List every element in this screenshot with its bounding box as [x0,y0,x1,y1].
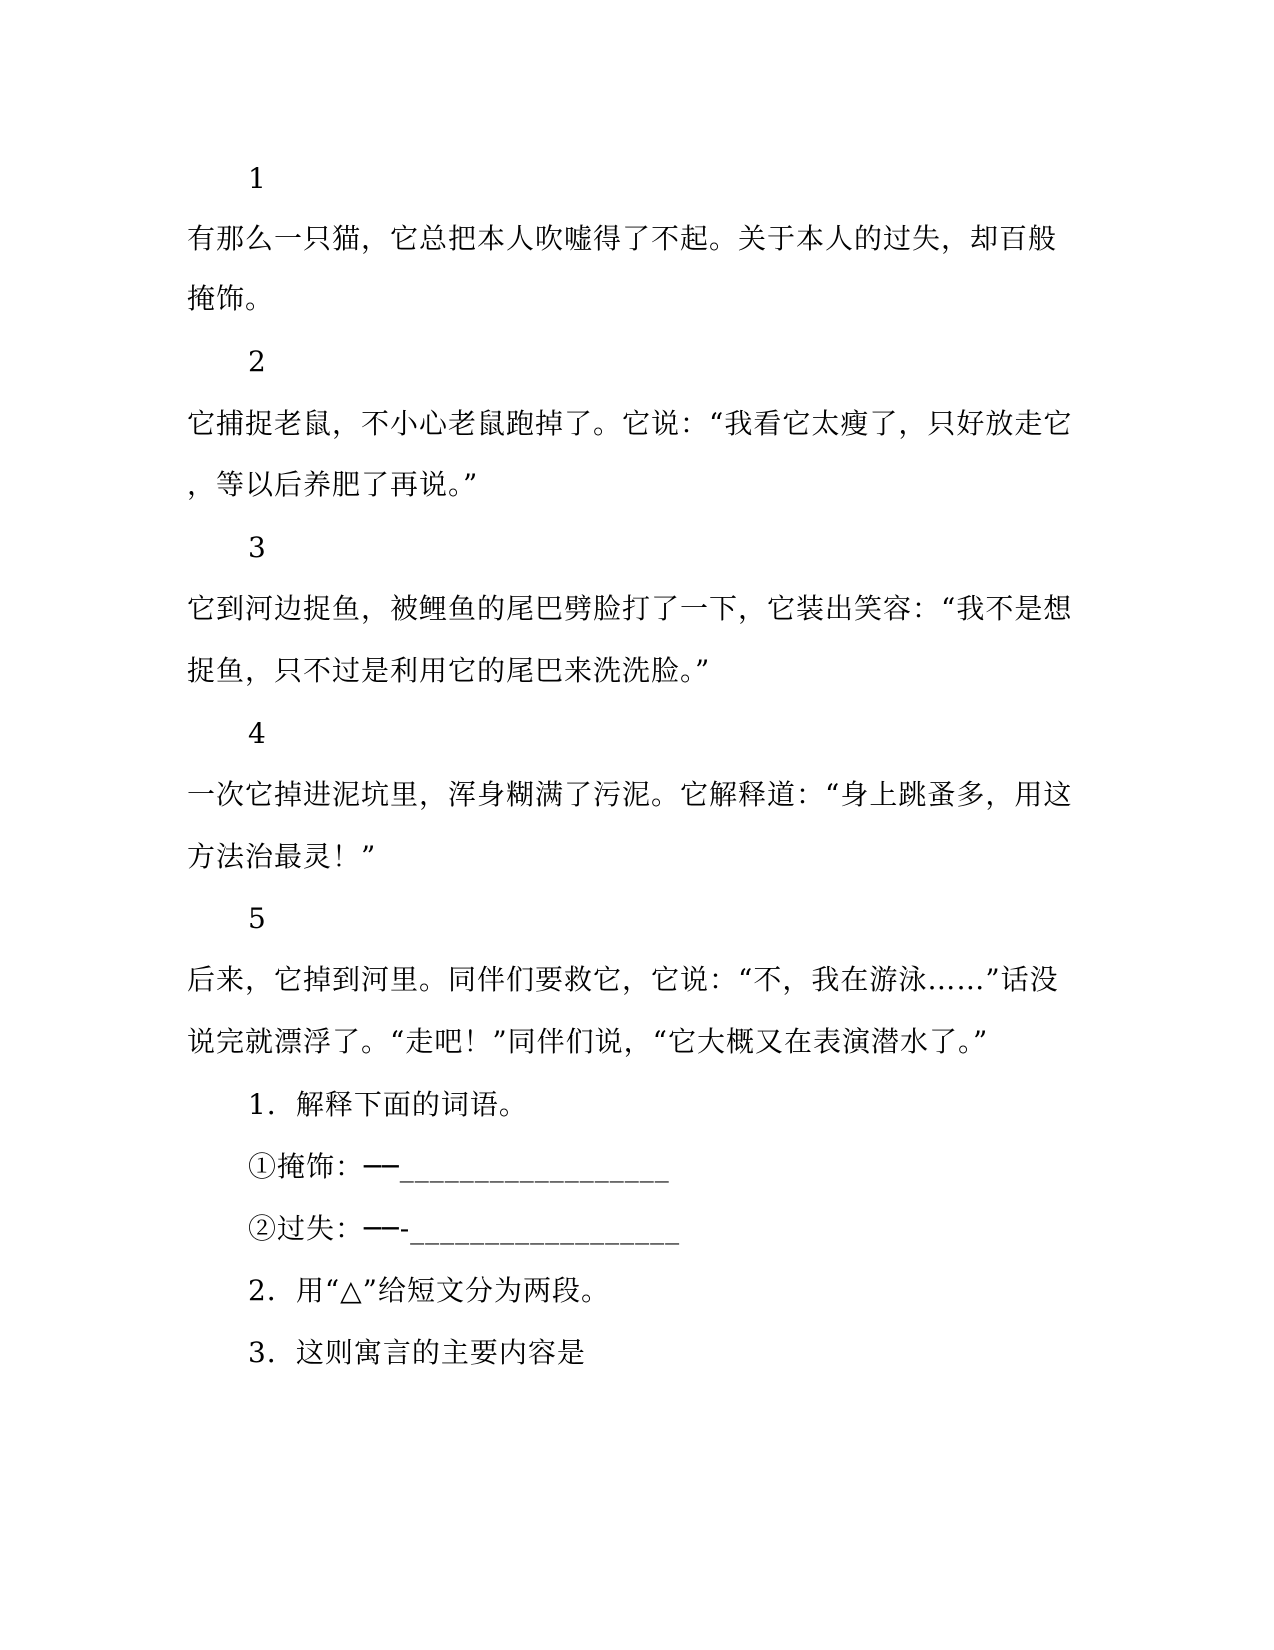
paragraph-number: 1 [248,162,267,195]
paragraph-number: 5 [248,902,267,935]
paragraph-line: 它到河边捉鱼，被鲤鱼的尾巴劈脸打了一下，它装出笑容：“我不是想 [187,592,1073,625]
paragraph-line: 一次它掉进泥坑里，浑身糊满了污泥。它解释道：“身上跳蚤多，用这 [187,778,1073,811]
paragraph-line: 捉鱼，只不过是利用它的尾巴来洗洗脸。” [187,654,711,687]
question-1b: ②过失：──-__________________ [248,1212,681,1245]
paragraph-number: 4 [248,717,267,750]
question-3: 3．这则寓言的主要内容是 [248,1336,586,1369]
paragraph-line: 后来，它掉到河里。同伴们要救它，它说：“不，我在游泳……”话没 [187,963,1059,996]
paragraph-number: 2 [248,345,267,378]
paragraph-line: ，等以后养肥了再说。” [187,468,479,501]
paragraph-line: 掩饰。 [187,282,275,315]
question-2: 2．用“△”给短文分为两段。 [248,1274,610,1307]
paragraph-line: 说完就漂浮了。“走吧！”同伴们说，“它大概又在表演潜水了。” [187,1025,989,1058]
question-1a: ①掩饰：──__________________ [248,1150,670,1183]
paragraph-number: 3 [248,531,267,564]
paragraph-line: 有那么一只猫，它总把本人吹嘘得了不起。关于本人的过失，却百般 [187,222,1058,255]
paragraph-line: 它捕捉老鼠，不小心老鼠跑掉了。它说：“我看它太瘦了，只好放走它 [187,407,1073,440]
paragraph-line: 方法治最灵！” [187,840,377,873]
question-1: 1．解释下面的词语。 [248,1088,528,1121]
